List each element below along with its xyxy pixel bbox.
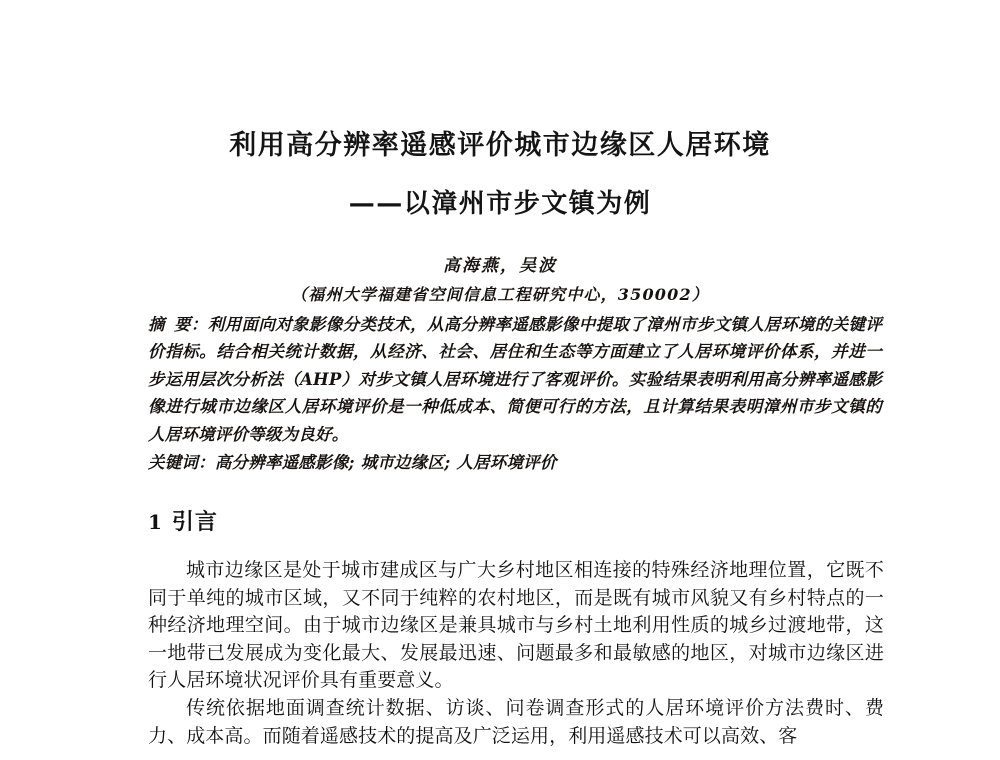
body-paragraph: 城市边缘区是处于城市建成区与广大乡村地区相连接的特殊经济地理位置，它既不同于单纯的城市区域，又不同于纯粹的农村地区，而是既有城市风貌又有乡村特点的一种经济地理空间。由于城市边缘区是兼具城市与乡村土地利用性质的城乡过渡地带，这一地带已发展成为变化最大、发展最迅速、问题最多和最敏感的地区，对城市边缘区进行人居环境状况评价具有重要意义。 (148, 559, 884, 692)
author-names: 高海燕，吴波 (443, 256, 557, 276)
page-title: 利用高分辨率遥感评价城市边缘区人居环境 (229, 130, 771, 161)
section-heading (148, 505, 218, 536)
section-title: 引言 (171, 509, 218, 535)
title-block (0, 126, 1000, 224)
author-affiliation: （福州大学福建省空间信息工程研究中心，350002） (291, 285, 709, 304)
keywords-line (148, 449, 882, 476)
keywords-label: 关键词： (148, 453, 215, 473)
abstract-paragraph (148, 311, 882, 448)
body-block (148, 557, 884, 750)
abstract-label: 摘 (148, 315, 165, 334)
authors-block (0, 254, 1000, 307)
keywords-text: 高分辨率遥感影像; 城市边缘区; 人居环境评价 (214, 453, 557, 473)
page-subtitle: ——以漳州市步文镇为例 (348, 189, 652, 219)
body-paragraph: 传统依据地面调查统计数据、访谈、问卷调查形式的人居环境评价方法费时、费力、成本高。而随着遥感技术的提高及广泛运用，利用遥感技术可以高效、客 (148, 696, 884, 747)
abstract-text: 利用面向对象影像分类技术，从高分辨率遥感影像中提取了漳州市步文镇人居环境的关键评价指标。结合相关统计数据，从经济、社会、居住和生态等方面建立了人居环境评价体系，并进一步运用层次分析法（AHP）对步文镇人居环境进行了客观评价。实验结果表明利用高分辨率遥感影像进行城市边缘区人居环境评价是一种低成本、简便可行的方法，且计算结果表明漳州市步文镇的人居环境评价等级为良好。 (148, 315, 883, 444)
abstract-block (148, 311, 882, 476)
abstract-label-colon: 要： (173, 315, 208, 334)
section-number: 1 (148, 510, 163, 534)
